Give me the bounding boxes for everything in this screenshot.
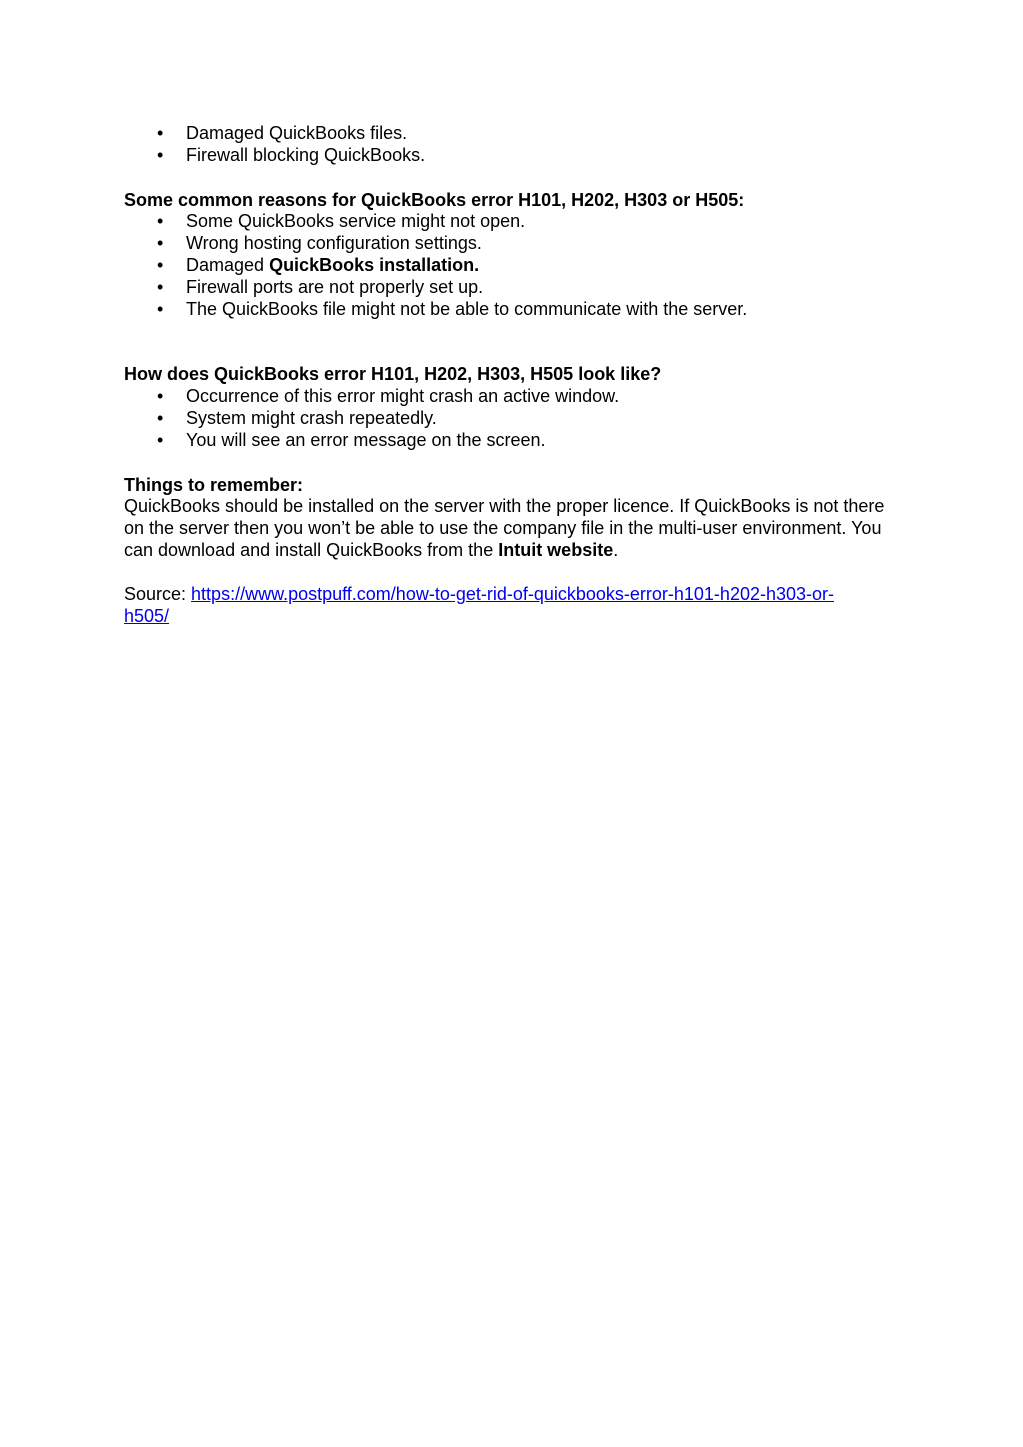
bullet-icon: •: [157, 276, 164, 297]
source-link-line1[interactable]: https://www.postpuff.com/how-to-get-rid-of-quickbooks-error-h101-h202-h303-or-: [191, 583, 835, 604]
list-item: [124, 430, 894, 452]
list-item: [124, 233, 894, 255]
list-item: [124, 386, 894, 408]
list-item-text: You will see an error message on the screen.: [186, 429, 546, 450]
list-item-bold-text: QuickBooks installation.: [269, 254, 480, 275]
bullet-icon: •: [157, 254, 164, 275]
bullet-icon: •: [157, 407, 164, 428]
list-item-text: Occurrence of this error might crash an active window.: [186, 386, 620, 407]
bullet-icon: •: [157, 429, 164, 450]
look-heading: How does QuickBooks error H101, H202, H303, H505 look like?: [124, 364, 662, 385]
list-item-text: Firewall blocking QuickBooks.: [186, 144, 426, 165]
intuit-website-text: Intuit website: [498, 539, 614, 560]
list-item: [124, 408, 894, 430]
bullet-icon: •: [157, 386, 164, 407]
source-link-line2[interactable]: h505/: [124, 605, 170, 626]
reasons-bullet-list: [124, 211, 894, 320]
bullet-icon: •: [157, 233, 164, 254]
document-content: [124, 123, 894, 627]
reasons-heading: Some common reasons for QuickBooks error H101, H202, H303 or H505:: [124, 189, 745, 210]
bullet-icon: •: [157, 144, 164, 165]
list-item: [124, 299, 894, 321]
list-item: [124, 123, 894, 145]
source-link[interactable]: [124, 584, 834, 626]
bullet-icon: •: [157, 211, 164, 232]
list-item-text: Damaged QuickBooks files.: [186, 123, 408, 143]
bullet-icon: •: [157, 123, 164, 143]
list-item: [124, 211, 894, 233]
look-bullet-list: [124, 386, 894, 451]
paragraph-text-end: .: [613, 539, 619, 560]
source-line: [124, 584, 894, 628]
bullet-icon: •: [157, 298, 164, 319]
top-bullet-list: [124, 123, 894, 167]
list-item-text: Some QuickBooks service might not open.: [186, 211, 526, 232]
list-item: [124, 255, 894, 277]
list-item-text: Firewall ports are not properly set up.: [186, 276, 484, 297]
list-item-text: Damaged: [186, 254, 270, 275]
list-item-text: Wrong hosting configuration settings.: [186, 233, 482, 254]
list-item-text: The QuickBooks file might not be able to communicate with the server.: [186, 298, 748, 319]
list-item: [124, 145, 894, 167]
list-item: [124, 277, 894, 299]
list-item-text: System might crash repeatedly.: [186, 407, 437, 428]
source-label: Source:: [124, 583, 192, 604]
paragraph-text: QuickBooks should be installed on the server with the proper licence. If QuickBooks is not there on the server then you won’t be able to use the company file in the multi-user environment. You can download and install QuickBooks from the: [124, 496, 885, 560]
remember-heading: Things to remember:: [124, 474, 304, 495]
remember-paragraph: [124, 496, 894, 561]
